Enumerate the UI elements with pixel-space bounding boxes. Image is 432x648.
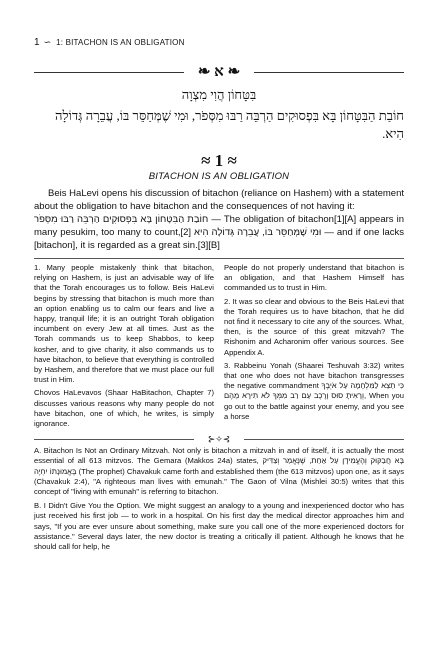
footnote-text: 1. Many people mistakenly think that bitachon, relying on Hashem, is just an advisable way of life that the Torah encourages us to follow. Beis HaLevi begins by stressing that bitachon is much more than an option enabling us to calm our fears and live a happy, tranquil life; it is an outright Torah obligation incumbent on every Jew at all times. Just as the Torah commands us to keep Shabbos, to keep kosher, and to give charity, it also commands us to have bitachon, to believe that everything is controlled by Hashem, and therefore that we must place our full trust in Him. xyxy=(34,263,214,385)
running-header xyxy=(34,36,404,48)
main-text xyxy=(34,187,404,252)
page xyxy=(34,36,404,556)
footnote-text: 2. It was so clear and obvious to the Beis HaLevi that the Torah requires us to have bitachon, that he did not find it necessary to cite any of the sources. What, then, is the source of this great mitzvah? The Rishonim and Acharonim offer various sources. See Appendix A. xyxy=(224,296,404,357)
notes-separator xyxy=(34,434,404,444)
footnote-text: 3. Rabbeinu Yonah (Shaarei Teshuvah 3:32) writes that one who does not have bitachon transgresses the negative commandment כִּי תֵצֵא לַמִּלְחָמָה עַל אֹיְבֶךָ וְרָאִיתָ סוּס וָרֶכֶב עַם רַב מִמְּךָ לֹא תִירָא מֵהֶם, When you go out to the battle against your enemy, and you see a horse xyxy=(224,360,404,421)
ornament-icon: ∽ xyxy=(43,36,52,47)
insight-notes xyxy=(34,446,404,552)
chapter-hebrew-title: בִּטָּחוֹן הֲוִי מִצְוָה xyxy=(181,87,257,102)
main-paragraph: Beis HaLevi opens his discussion of bitachon (reliance on Hashem) with a statement about the obligation to have bitachon and the consequences of not having it: xyxy=(34,188,404,212)
chapter-hebrew-text: חוֹבַת הַבִּטָּחוֹן בָּא בִּפְסוּקִים הַרְבֵּה רַבּוּ מִסְּפֹר, וּמִי שֶׁמְּחַסֵּר בּוֹ, עֲבֵרָה גְּדוֹלָה הִיא. xyxy=(55,108,404,141)
chapter-divider xyxy=(34,62,404,84)
footnote-text: People do not properly understand that bitachon is an obligation, and that Hashem Himself has commanded us to trust in Him. xyxy=(224,263,404,293)
footnote-rule xyxy=(34,258,404,259)
section-title: BITACHON IS AN OBLIGATION xyxy=(148,171,290,182)
running-title: 1: BITACHON IS AN OBLIGATION xyxy=(56,37,185,47)
main-paragraph-quote: חוֹבַת הַבִּטָּחוֹן בָּא בִּפְסוּקִים הַרְבֵּה רַבּוּ מִסְּפֹר — The obligation of bitachon[1][A] appears in many pesukim, too many to count,[2] וּמִי שֶׁמְּחַסֵּר בּוֹ, עֲבֵרָה גְּדוֹלָה הִיא — and if one lacks [bitachon], it is regarded as a great sin.[3][B] xyxy=(34,214,404,251)
chapter-mark: ❧ א ❧ xyxy=(197,64,241,80)
section-number: ≈ 1 ≈ xyxy=(201,151,237,170)
divider-line-left xyxy=(34,72,184,73)
separator-ornament-icon: ⊱✧⊰ xyxy=(207,434,231,445)
footnote-column-right xyxy=(224,263,404,432)
footnote-column-left xyxy=(34,263,214,432)
separator-line-left xyxy=(34,439,194,440)
insight-note: B. I Didn't Give You the Option. We might suggest an analogy to a young and inexperienced doctor who has just received his first job — to work in a hospital. On his first day the medical director approaches him and says, "If you are ever unsure about something, make sure you call one of the more experienced doctors for assistance." Several days later, the new doctor is treating a critically ill patient. Although he knows that he should call for help, he xyxy=(34,501,404,552)
insight-note: A. Bitachon Is Not an Ordinary Mitzvah. Not only is bitachon a mitzvah in and of itself, it is actually the most essential of all 613 mitzvos. The Gemara (Makkos 24a) states, בָּא חֲבַקּוּק וְהֶעֱמִידָן עַל אַחַת, שֶׁנֶּאֱמַר וְצַדִּיק בֶּאֱמוּנָתוֹ יִחְיֶה (The prophet) Chavakuk came forth and established them (the 613 mitzvos) upon one, as it says (Chavakuk 2:4), "A righteous man lives with emunah." The Gaon of Vilna (Mishlei 30:5) writes that this concept of "living with emunah" is referring to bitachon. xyxy=(34,446,404,497)
footnotes xyxy=(34,263,404,432)
footnote-text: Chovos HaLevavos (Shaar HaBitachon, Chapter 7) discusses various reasons why many people do not have bitachon, one of which, he writes, is simply ignorance. xyxy=(34,388,214,429)
page-number: 1 xyxy=(34,36,40,48)
divider-line-right xyxy=(254,72,404,73)
separator-line-right xyxy=(244,439,404,440)
